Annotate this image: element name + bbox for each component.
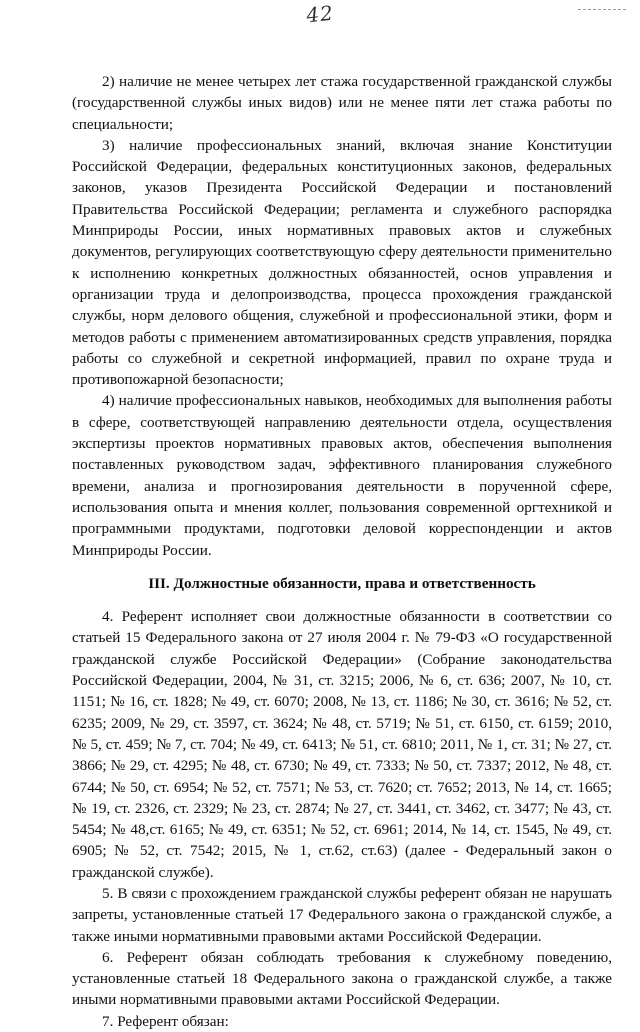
- section-heading: III. Должностные обязанности, права и ответственность: [148, 574, 536, 592]
- paragraph-item-5: 5. В связи с прохождением гражданской службы референт обязан не нарушать запреты, установленные статьей 17 Федерального закона о гражданской службе, а также иными нормативными правовыми актами Российской Федерации.: [72, 884, 612, 945]
- paragraph-item-6: 6. Референт обязан соблюдать требования к служебному поведению, установленные статьей 18 Федерального закона о гражданской службе, а также иными нормативными правовыми актами Российской Федерации.: [72, 948, 612, 1009]
- paragraph-requirement-2: 2) наличие не менее четырех лет стажа государственной гражданской службы (государственной службы иных видов) или не менее пяти лет стажа работы по специальности;: [72, 73, 612, 133]
- document-body: [72, 71, 612, 1032]
- scan-mark: [578, 9, 626, 10]
- paragraph-item-4: 4. Референт исполняет свои должностные обязанности в соответствии со статьей 15 Федерального закона от 27 июля 2004 г. № 79-ФЗ «О государственной гражданской службе Российской Федерации» (Собрание законодательства Российской Федерации, 2004, № 31, ст. 3215; 2006, № 6, ст. 636; 2007, № 10, ст. 1151; № 16, ст. 1828; № 49, ст. 6070; 2008, № 13, ст. 1186; № 30, ст. 3616; № 52, ст. 6235; 2009, № 29, ст. 3597, ст. 3624; № 48, ст. 5719; № 51, ст. 6150, ст. 6159; 2010, № 5, ст. 459; № 7, ст. 704; № 49, ст. 6413; № 51, ст. 6810; 2011, № 1, ст. 31; № 27, ст. 3866; № 29, ст. 4295; № 48, ст. 6730; № 49, ст. 7333; № 50, ст. 7337; 2012, № 48, ст. 6744; № 50, ст. 6954; № 52, ст. 7571; № 53, ст. 7620; ст. 7652; 2013, № 14, ст. 1665; № 19, ст. 2326, ст. 2329; № 23, ст. 2874; № 27, ст. 3441, ст. 3462, ст. 3477; № 43, ст. 5454; № 48,ст. 6165; № 49, ст. 6351; № 52, ст. 6961; 2014, № 14, ст. 1545, № 49, ст. 6905; № 52, ст. 7542; 2015, № 1, ст.62, ст.63) (далее - Федеральный закон о гражданской службе).: [72, 608, 612, 881]
- page-number: 42: [305, 0, 335, 28]
- paragraph-requirement-4: 4) наличие профессиональных навыков, необходимых для выполнения работы в сфере, соответствующей направлению деятельности отдела, осуществления экспертизы проектов нормативных правовых актов, обеспечения выполнения поставленных руководством задач, эффективного планирования служебного времени, анализа и прогнозирования деятельности в порученной сфере, использования опыта и мнения коллег, пользования современной оргтехникой и программными продуктами, подготовки деловой корреспонденции и актов Минприроды России.: [72, 392, 612, 559]
- paragraph-item-7: 7. Референт обязан:: [102, 1012, 229, 1030]
- paragraph-requirement-3: 3) наличие профессиональных знаний, включая знание Конституции Российской Федерации, федеральных конституционных законов, федеральных законов, указов Президента Российской Федерации и постановлений Правительства Российской Федерации; регламента и служебного распорядка Минприроды России, иных нормативных правовых актов и служебных документов, регулирующих соответствующую сферу деятельности применительно к исполнению конкретных должностных обязанностей, основ управления и организации труда и делопроизводства, процесса прохождения гражданской службы, норм делового общения, служебной и профессиональной этики, форм и методов работы с применением автоматизированных средств управления, порядка работы со служебной и секретной информацией, правил по охране труда и противопожарной безопасности;: [72, 136, 612, 389]
